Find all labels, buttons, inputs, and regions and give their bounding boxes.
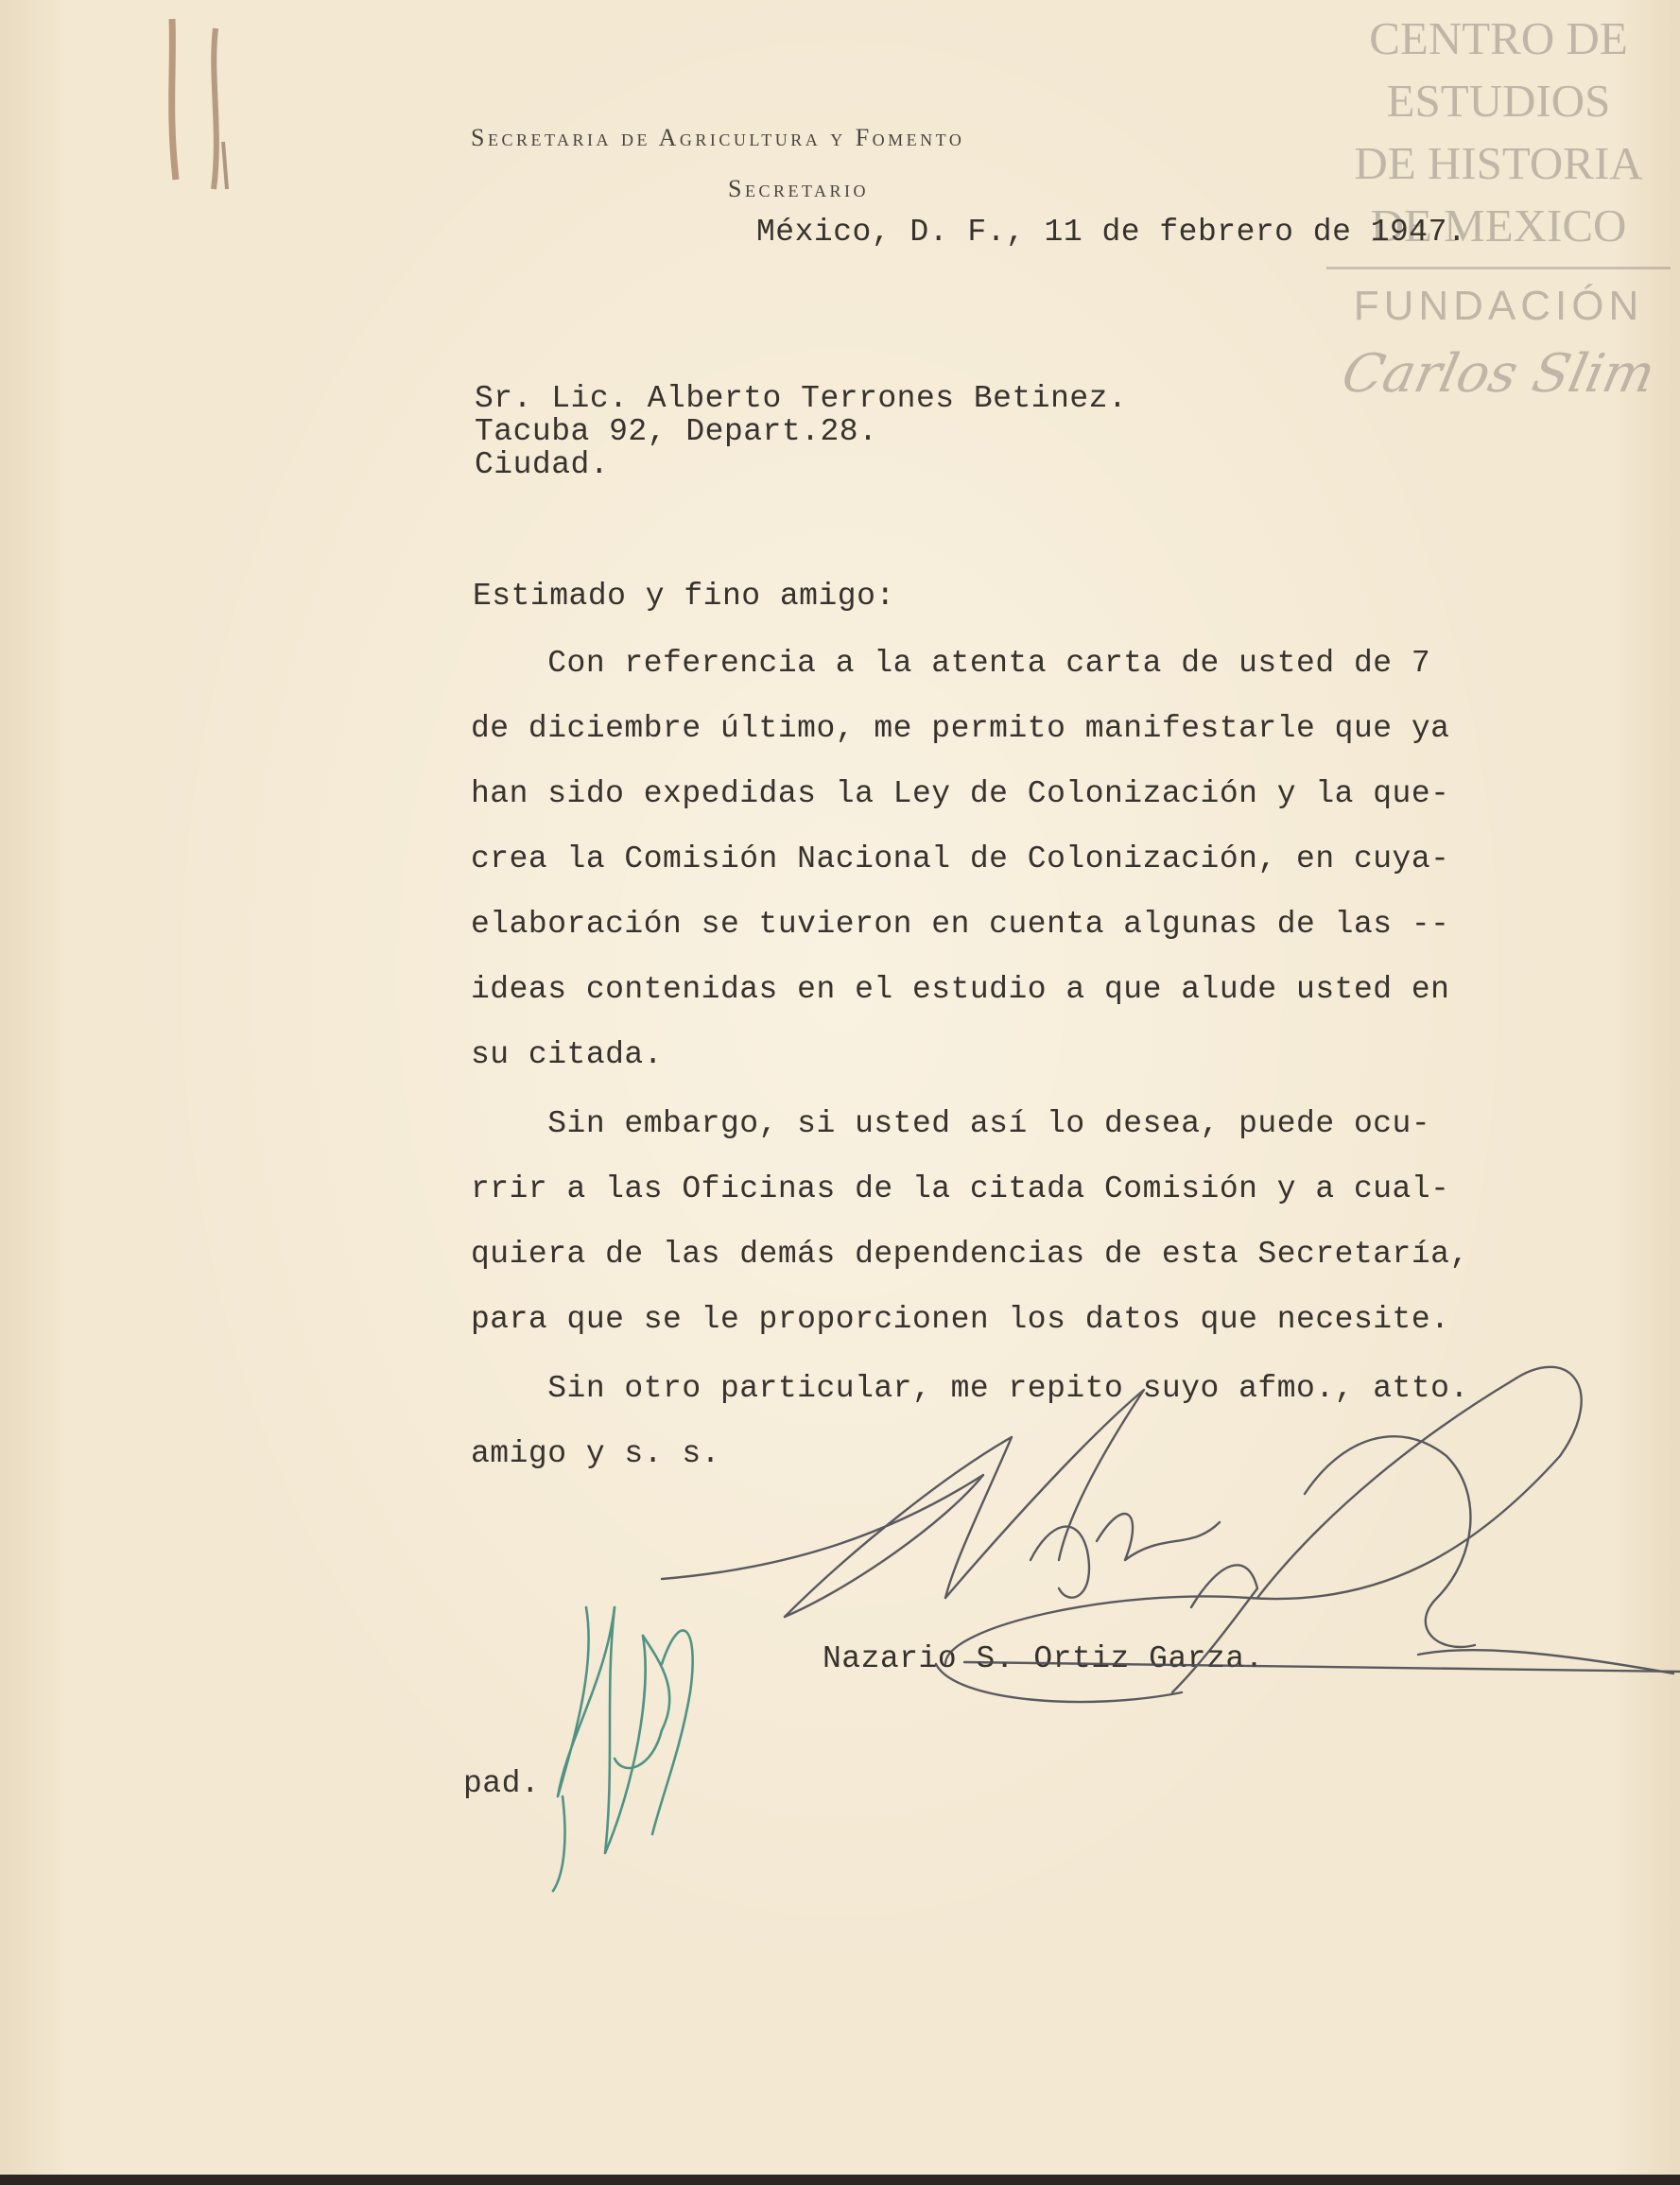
stain-marks — [0, 0, 284, 217]
archive-watermark — [1338, 8, 1659, 405]
body-line: ideas contenidas en el estudio a que alude usted en — [471, 972, 1450, 1007]
watermark-rule — [1326, 267, 1671, 269]
body-line: su citada. — [471, 1037, 664, 1072]
body-line: para que se le proporcionen los datos que necesite. — [471, 1302, 1450, 1337]
body-line: crea la Comisión Nacional de Colonización, en cuya- — [471, 841, 1450, 876]
watermark-line-3: DE HISTORIA — [1354, 137, 1643, 189]
salutation: Estimado y fino amigo: — [473, 579, 895, 614]
body-line: han sido expedidas la Ley de Colonización y la que- — [471, 776, 1450, 811]
body-line: elaboración se tuvieron en cuenta algunas de las -- — [471, 907, 1450, 942]
watermark-line-2: ESTUDIOS — [1386, 75, 1611, 127]
body-line: Sin embargo, si usted así lo desea, puede ocu- — [471, 1106, 1431, 1141]
letterhead-office: Secretario — [728, 175, 870, 202]
watermark-line-4: DE MEXICO — [1370, 199, 1627, 251]
recipient-line-2: Tacuba 92, Depart.28. — [475, 414, 878, 449]
letterhead-ministry: Secretaria de Agricultura y Fomento — [471, 124, 965, 151]
typist-initials: pad. — [463, 1766, 541, 1801]
body-line: rrir a las Oficinas de la citada Comisión y a cual- — [471, 1171, 1450, 1206]
watermark-foundation: FUNDACIÓN — [1353, 283, 1644, 329]
body-line: amigo y s. s. — [471, 1436, 720, 1471]
body-line: de diciembre último, me permito manifestarle que ya — [471, 711, 1450, 746]
recipient-line-3: Ciudad. — [475, 447, 610, 482]
signatory-name: Nazario S. Ortiz Garza. — [823, 1641, 1264, 1676]
recipient-line-1: Sr. Lic. Alberto Terrones Betinez. — [475, 381, 1128, 416]
letter-date: México, D. F., 11 de febrero de 1947. — [756, 215, 1467, 250]
watermark-signature: Carlos Slim — [1336, 343, 1661, 405]
body-line: quiera de las demás dependencias de esta Secretaría, — [471, 1237, 1469, 1272]
body-line: Con referencia a la atenta carta de usted de 7 — [471, 646, 1431, 681]
body-line: Sin otro particular, me repito suyo afmo., atto. — [471, 1371, 1469, 1406]
watermark-line-1: CENTRO DE — [1369, 12, 1628, 64]
